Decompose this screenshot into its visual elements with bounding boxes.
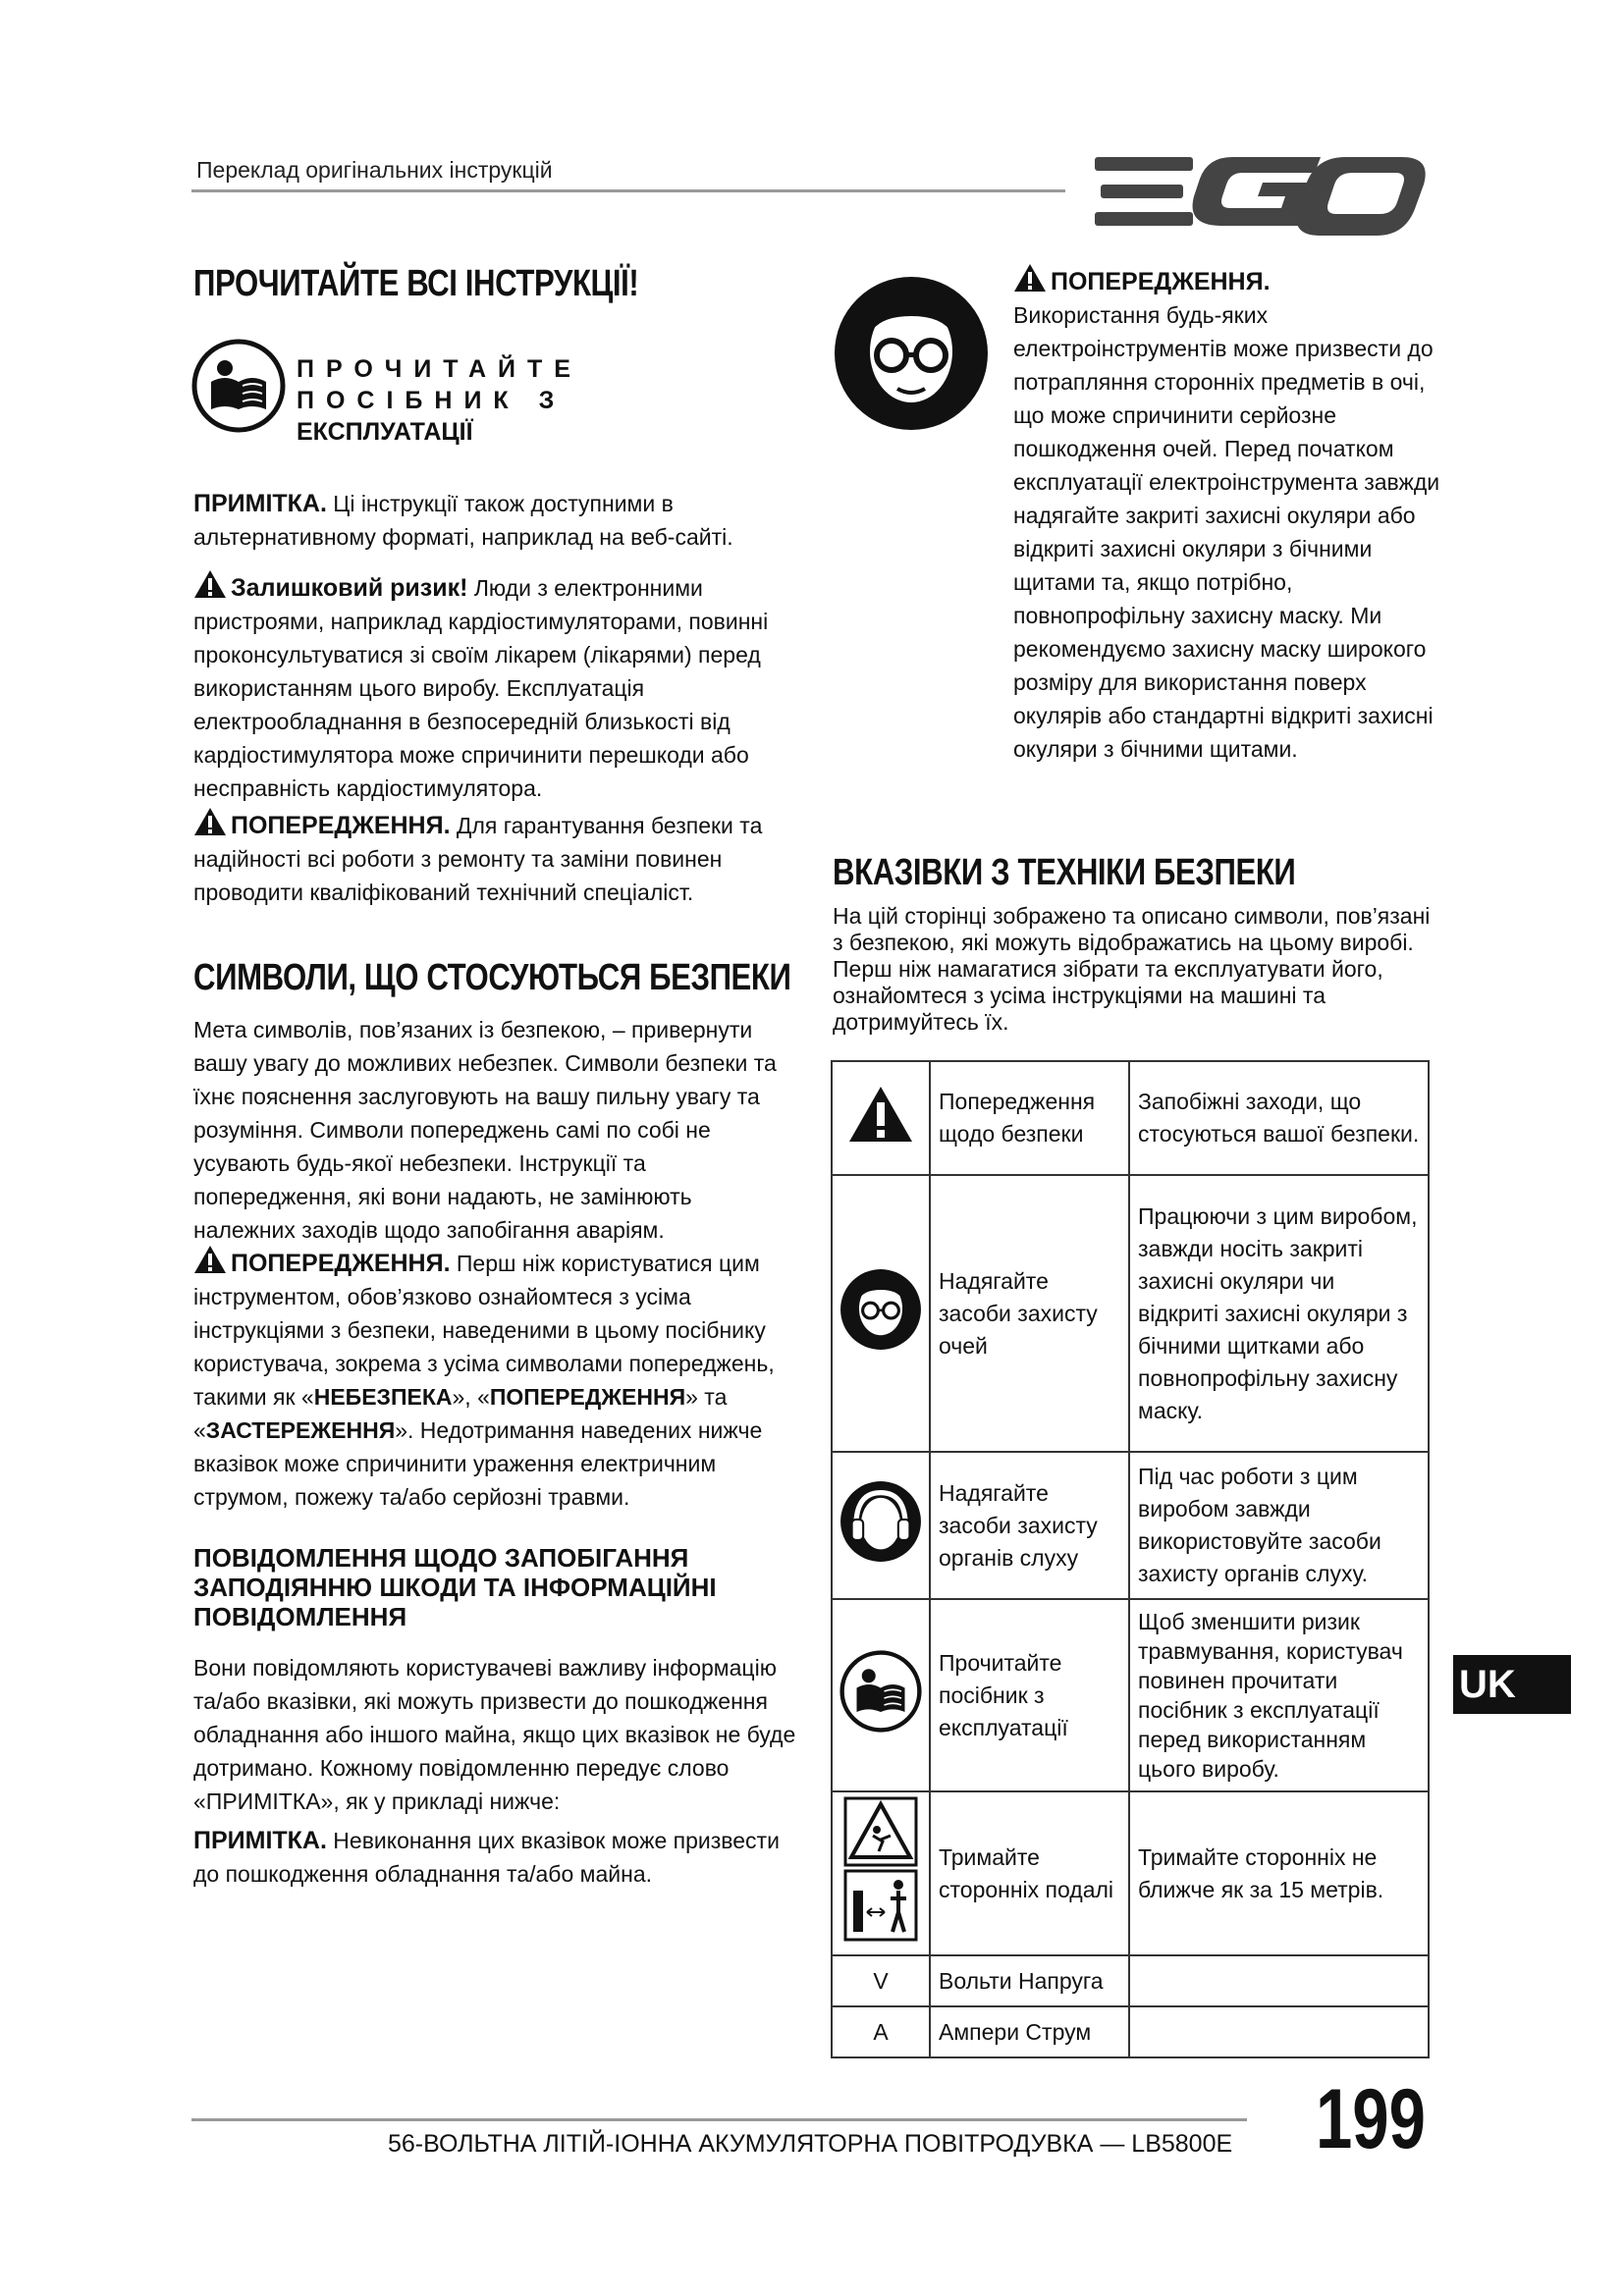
language-tab-uk: UK — [1453, 1655, 1571, 1714]
header-divider — [191, 189, 1065, 192]
title-read-instructions: ПРОЧИТАЙТЕ ВСІ ІНСТРУКЦІЇ! — [193, 263, 639, 304]
eye-protection-icon — [833, 275, 990, 432]
eye-protection-icon — [839, 1268, 922, 1351]
warning-triangle-icon — [847, 1084, 914, 1145]
table-row — [832, 2006, 1429, 2057]
warning-2-text-c: » та « — [193, 1384, 728, 1443]
warning-2-text-d: ». Недотримання наведених нижче вказівок може спричинити ураження електричним струмом, пожежу та/або серйозні травми. — [193, 1417, 763, 1510]
read-manual-icon — [191, 339, 286, 433]
safety-intro: На цій сторінці зображено та описано символи, пов’язані з безпекою, які можуть відображатись на цьому виробі. Перш ніж намагатися зібрати та експлуатувати його, ознайомтеся з усіма інструкціями на машині та дотримуйтесь їх. — [833, 903, 1431, 1035]
table-cell-label: Ампери Струм — [930, 2006, 1129, 2057]
table-cell-desc: Працюючи з цим виробом, завжди носіть закриті захисні окуляри чи відкриті захисні окуляри з бічними щитками або повнопрофільну захисну маску. — [1129, 1175, 1429, 1452]
header-text: Переклад оригінальних інструкцій — [196, 157, 553, 183]
warning-2 — [193, 1245, 792, 1514]
note-1 — [193, 487, 783, 554]
warning-1-lead: ПОПЕРЕДЖЕННЯ. — [231, 812, 451, 839]
read-manual-label-2: ЕКСПЛУАТАЦІЇ — [297, 418, 473, 446]
eye-warning-text: Використання будь-яких електроінструментів може призвести до потрапляння сторонніх предметів в очі, що може спричинити серйозне пошкодження очей. Перед початком експлуатації електроінструмента завжди надягайте закриті захисні окуляри або відкриті захисні окуляри з бічними щитами та, якщо потрібно, повнопрофільну захисну маску. Ми рекомендуємо захисну маску широкого розміру для використання поверх окулярів або стандартні відкриті захисні окуляри з бічними щитами. — [1013, 302, 1440, 762]
word-caution: ЗАСТЕРЕЖЕННЯ — [205, 1417, 396, 1443]
word-warning: ПОПЕРЕДЖЕННЯ — [489, 1384, 686, 1410]
read-manual-icon — [839, 1650, 922, 1733]
table-row — [832, 1599, 1429, 1791]
ego-logo — [1095, 147, 1429, 236]
table-row — [832, 1061, 1429, 1175]
table-cell-label: Попередження щодо безпеки — [930, 1061, 1129, 1175]
keep-bystanders-away-icon — [843, 1796, 918, 1942]
page-number: 199 — [1316, 2072, 1426, 2166]
table-row — [832, 1955, 1429, 2006]
table-cell-label: Надягайте засоби захисту органів слуху — [930, 1452, 1129, 1599]
table-row — [832, 1175, 1429, 1452]
ear-protection-icon — [839, 1480, 922, 1563]
symbols-paragraph: Мета символів, пов’язаних із безпекою, – привернути вашу увагу до можливих небезпек. Символи безпеки та їхнє пояснення заслуговують на вашу пильну увагу та розуміння. Символи попереджень самі по собі не усувають будь-якої небезпеки. Інструкції та попередження, які вони надають, не замінюють належних заходів щодо запобігання аваріям. — [193, 1017, 777, 1243]
table-cell-icon — [832, 1061, 930, 1175]
table-cell-icon — [832, 1175, 930, 1452]
table-cell-icon — [832, 1452, 930, 1599]
table-cell-icon — [832, 1599, 930, 1791]
eye-warning-lead: ПОПЕРЕДЖЕННЯ. — [1051, 268, 1271, 295]
warning-triangle-icon — [193, 1245, 227, 1274]
table-cell-label: Прочитайте посібник з експлуатації — [930, 1599, 1129, 1791]
warning-2-text-a: Перш ніж користуватися цим інструментом, обов’язково ознайомтеся з усіма інструкціями з безпеки, наведеними в цьому посібнику користувача, зокрема з усіма символами попереджень, такими як « — [193, 1251, 775, 1410]
warning-1-text: Для гарантування безпеки та надійності всі роботи з ремонту та заміни повинен проводити кваліфікований технічний спеціаліст. — [193, 813, 763, 905]
word-danger: НЕБЕЗПЕКА — [313, 1384, 453, 1410]
residual-risk-text: Люди з електронними пристроями, наприклад кардіостимуляторами, повинні проконсультуватися зі своїм лікарем (лікарями) перед використанням цього виробу. Експлуатація електрообладнання в безпосередній близькості від кардіостимулятора може спричинити перешкоди або несправність кардіостимулятора. — [193, 575, 769, 801]
note-2-lead: ПРИМІТКА. — [193, 1827, 327, 1854]
table-cell-desc — [1129, 2006, 1429, 2057]
residual-risk-lead: Залишковий ризик! — [231, 574, 468, 602]
table-cell-label: Надягайте засоби захисту очей — [930, 1175, 1129, 1452]
table-row — [832, 1452, 1429, 1599]
title-safety-instructions: ВКАЗІВКИ З ТЕХНІКИ БЕЗПЕКИ — [833, 852, 1296, 893]
table-cell-icon — [832, 1791, 930, 1955]
table-cell-desc: Запобіжні заходи, що стосуються вашої безпеки. — [1129, 1061, 1429, 1175]
table-cell-label: Тримайте сторонніх подалі — [930, 1791, 1129, 1955]
table-cell-icon: A — [832, 2006, 930, 2057]
warning-1 — [193, 807, 783, 909]
note-1-lead: ПРИМІТКА. — [193, 490, 327, 517]
table-cell-desc: Під час роботи з цим виробом завжди використовуйте засоби захисту органів слуху. — [1129, 1452, 1429, 1599]
table-cell-desc: Щоб зменшити ризик травмування, користувач повинен прочитати посібник з експлуатації перед використанням цього виробу. — [1129, 1599, 1429, 1791]
notices-subtitle: ПОВІДОМЛЕННЯ ЩОДО ЗАПОБІГАННЯ ЗАПОДІЯННЮ ШКОДИ ТА ІНФОРМАЦІЙНІ ПОВІДОМЛЕННЯ — [193, 1543, 717, 1631]
symbols-table — [831, 1060, 1430, 2058]
warning-triangle-icon — [1013, 263, 1047, 293]
notices-paragraph: Вони повідомляють користувачеві важливу інформацію та/або вказівки, які можуть призвести до пошкодження обладнання або іншого майна, якщо цих вказівок не буде дотримано. Кожному повідомленню передує слово «ПРИМІТКА», як у прикладі нижче: — [193, 1655, 796, 1814]
table-cell-label: Вольти Напруга — [930, 1955, 1129, 2006]
residual-risk — [193, 569, 783, 805]
table-row — [832, 1791, 1429, 1955]
table-cell-desc — [1129, 1955, 1429, 2006]
warning-triangle-icon — [193, 807, 227, 836]
warning-triangle-icon — [193, 569, 227, 599]
note-2-text: Невиконання цих вказівок може призвести до пошкодження обладнання та/або майна. — [193, 1828, 780, 1887]
footer-divider — [191, 2118, 1247, 2121]
note-1-text: Ці інструкції також доступними в альтернативному форматі, наприклад на веб-сайті. — [193, 491, 733, 550]
warning-2-text-b: », « — [452, 1384, 490, 1410]
title-safety-symbols: СИМВОЛИ, ЩО СТОСУЮТЬСЯ БЕЗПЕКИ — [193, 957, 791, 998]
note-2 — [193, 1824, 802, 1891]
table-cell-icon: V — [832, 1955, 930, 2006]
footer-product-name: 56-ВОЛЬТНА ЛІТІЙ-ІОННА АКУМУЛЯТОРНА ПОВІТРОДУВКА — LB5800E — [388, 2130, 1233, 2158]
warning-2-lead: ПОПЕРЕДЖЕННЯ. — [231, 1250, 451, 1277]
read-manual-label-1: ПРОЧИТАЙТЕ ПОСІБНИК З — [297, 355, 582, 414]
table-cell-desc: Тримайте сторонніх не ближче як за 15 метрів. — [1129, 1791, 1429, 1955]
